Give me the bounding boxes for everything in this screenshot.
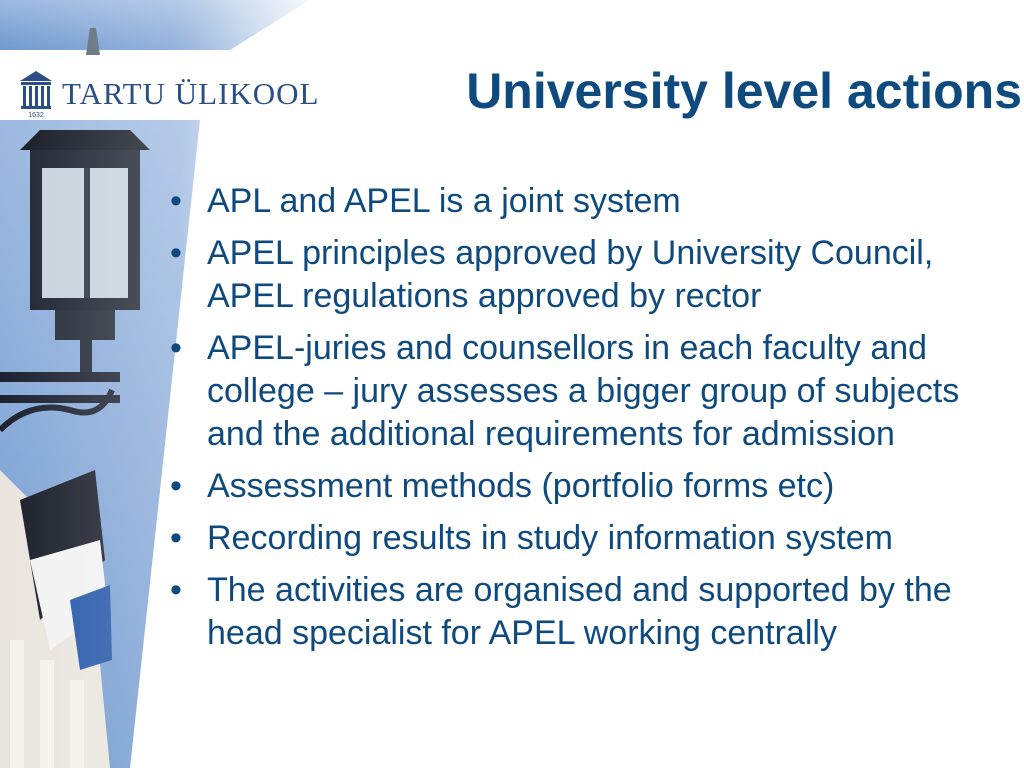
bullet-marker: •	[170, 571, 182, 609]
bullet-marker: •	[170, 467, 182, 505]
bullet-list	[167, 180, 1017, 664]
bullet-item	[167, 232, 1017, 318]
logo-text: TARTU ÜLIKOOL	[62, 76, 320, 111]
university-building-icon	[18, 69, 54, 119]
bullet-item	[167, 180, 1017, 223]
bullet-item	[167, 569, 1017, 655]
bullet-text: The activities are organised and supported by the head specialist for APEL working centrally	[207, 571, 952, 652]
bullet-marker: •	[170, 234, 182, 272]
bullet-item	[167, 517, 1017, 560]
bullet-text: Assessment methods (portfolio forms etc)	[207, 467, 835, 505]
bullet-text: APL and APEL is a joint system	[207, 182, 681, 220]
bullet-marker: •	[170, 329, 182, 367]
bullet-text: Recording results in study information system	[207, 519, 893, 557]
logo-year: 1632	[28, 112, 44, 119]
bullet-marker: •	[170, 519, 182, 557]
bullet-item	[167, 465, 1017, 508]
bullet-marker: •	[170, 182, 182, 220]
bullet-text: APEL principles approved by University Council, APEL regulations approved by rector	[207, 234, 934, 315]
university-logo	[14, 68, 344, 120]
bullet-text: APEL-juries and counsellors in each faculty and college – jury assesses a bigger group of subjects and the additional requirements for admission	[207, 329, 960, 453]
slide-title: University level actions	[466, 63, 1022, 119]
bullet-item	[167, 327, 1017, 456]
